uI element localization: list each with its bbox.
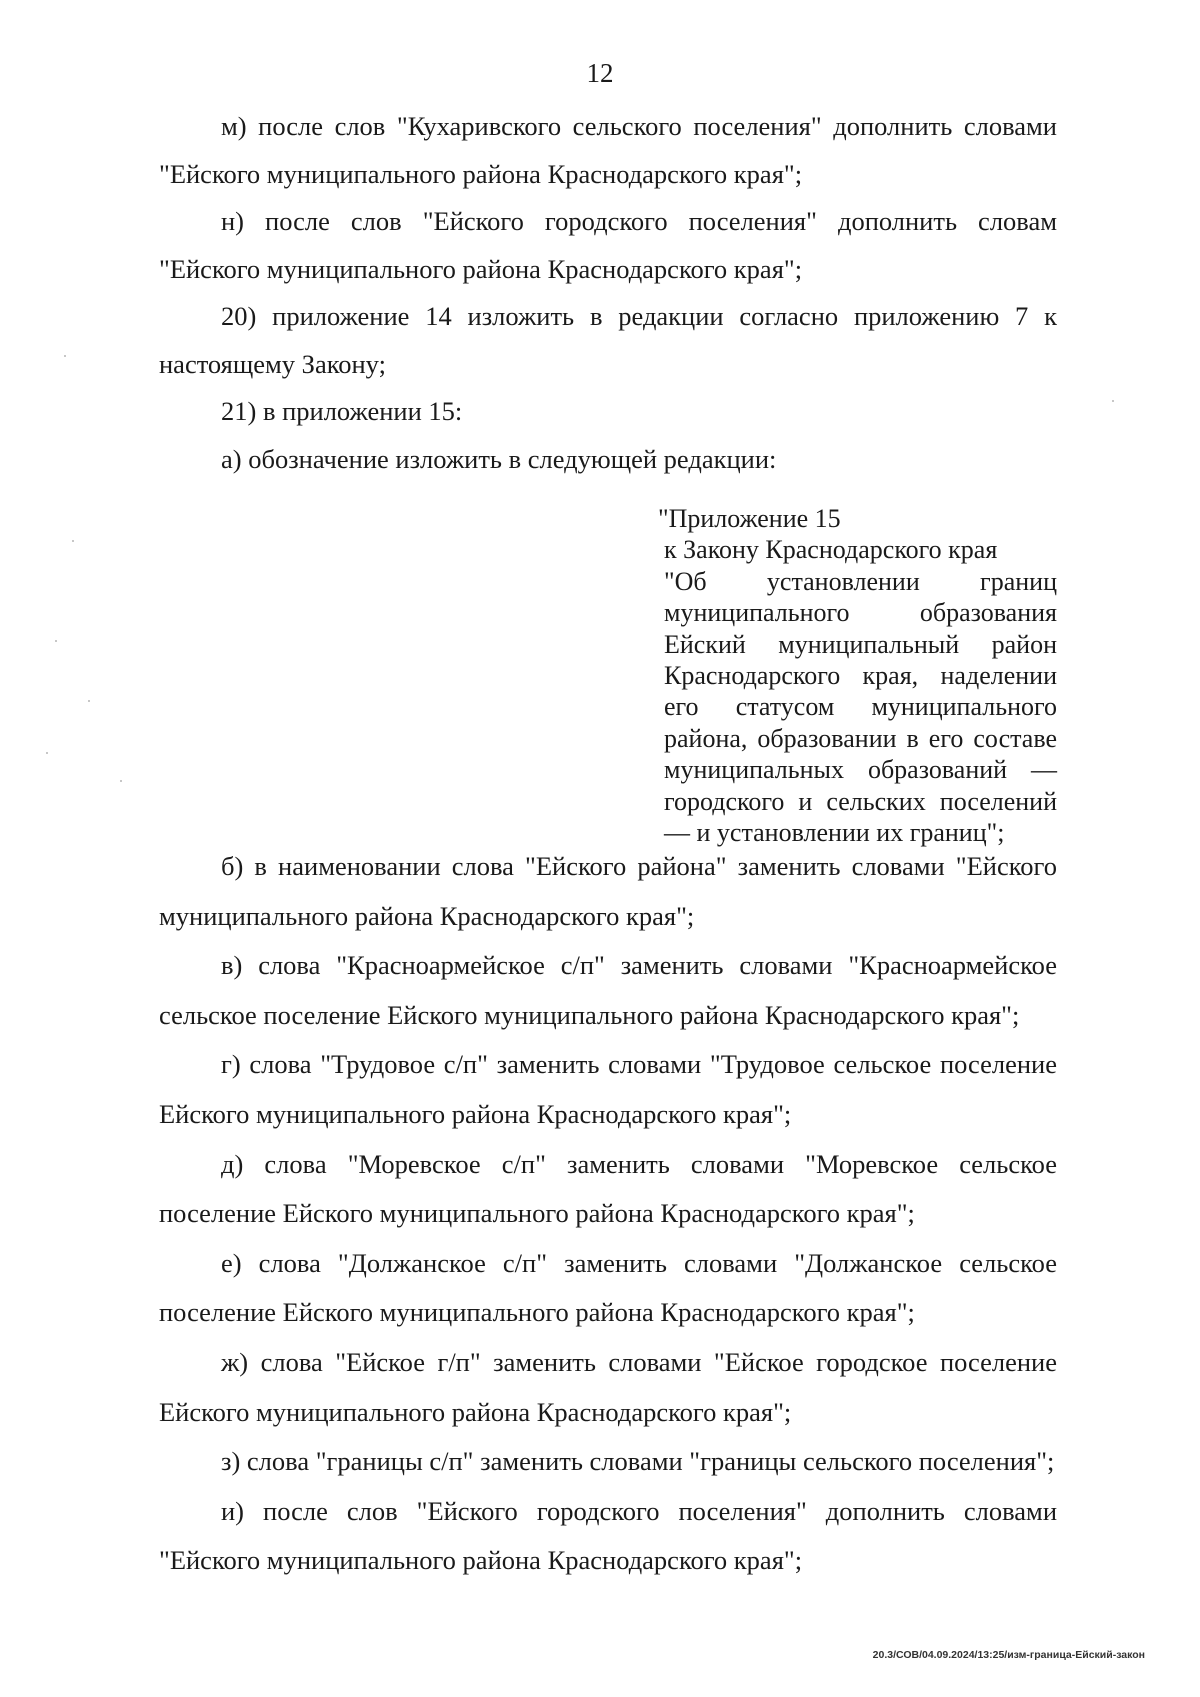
paragraph-b: б) в наименовании слова "Ейского района" заменить словами "Ейского муниципального района Краснодарского края"; xyxy=(159,851,1057,931)
appendix-label: "Приложение 15 xyxy=(658,504,841,533)
paragraph-zh: ж) слова "Ейское г/п" заменить словами "Ейское городское поселение Ейского муниципального района Краснодарского края"; xyxy=(159,1346,1057,1427)
paragraph-v: в) слова "Красноармейское с/п" заменить словами "Красноармейское сельское поселение Ейского муниципального района Краснодарского края"; xyxy=(159,950,1057,1030)
scan-speck xyxy=(72,540,74,542)
appendix-law-title: "Об установлении границ муниципального образования Ейский муниципальный район Краснодарского края, наделении его статусом муниципального района, образовании в его составе муниципальных образований — городского и сельских поселений — и установлении их границ"; xyxy=(664,566,1057,848)
paragraph-z: з) слова "границы с/п" заменить словами "границы сельского поселения"; xyxy=(221,1446,1055,1477)
paragraph-i: и) после слов "Ейского городского поселения" дополнить словами "Ейского муниципального района Краснодарского края"; xyxy=(159,1495,1057,1576)
paragraph-21: 21) в приложении 15: xyxy=(221,396,463,426)
scan-speck xyxy=(46,752,48,754)
paragraph-e: е) слова "Должанское с/п" заменить словами "Должанское сельское поселение Ейского муниципального района Краснодарского края"; xyxy=(159,1247,1057,1328)
scan-speck xyxy=(1112,400,1114,402)
appendix-law-reference: к Закону Краснодарского края xyxy=(664,535,998,565)
document-body-bottom xyxy=(159,842,1057,1586)
paragraph-20: 20) приложение 14 изложить в редакции согласно приложению 7 к настоящему Закону; xyxy=(159,301,1057,379)
scan-speck xyxy=(55,640,57,642)
scan-speck xyxy=(120,780,122,782)
document-body-top xyxy=(159,103,1057,483)
appendix-designation-block xyxy=(658,503,1057,848)
paragraph-n: н) после слов "Ейского городского поселения" дополнить словам "Ейского муниципального района Краснодарского края"; xyxy=(159,206,1057,284)
scan-speck xyxy=(88,700,90,702)
paragraph-m: м) после слов "Кухаривского сельского поселения" дополнить словами "Ейского муниципального района Краснодарского края"; xyxy=(159,111,1057,189)
paragraph-a: а) обозначение изложить в следующей редакции: xyxy=(221,443,777,474)
scan-speck xyxy=(64,355,66,357)
paragraph-d: д) слова "Моревское с/п" заменить словами "Моревское сельское поселение Ейского муниципального района Краснодарского края"; xyxy=(159,1148,1057,1229)
page-number: 12 xyxy=(586,58,614,88)
document-footer-code: 20.3/СОВ/04.09.2024/13:25/изм-граница-Ейский-закон xyxy=(872,1649,1145,1661)
paragraph-g: г) слова "Трудовое с/п" заменить словами "Трудовое сельское поселение Ейского муниципального района Краснодарского края"; xyxy=(159,1049,1057,1129)
